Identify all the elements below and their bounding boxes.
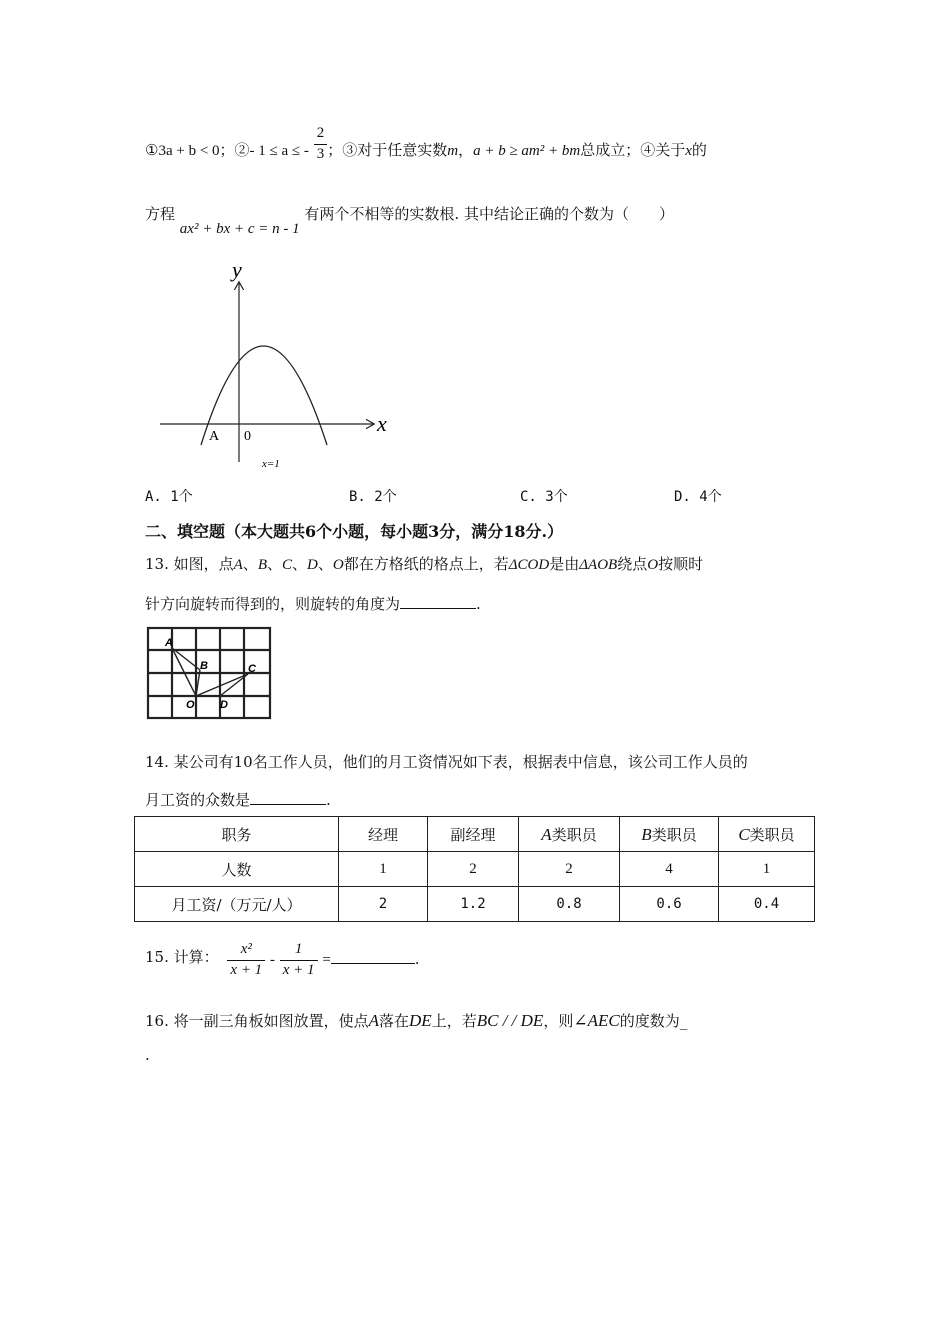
table-cell: 2 xyxy=(519,852,620,887)
q13-line1 xyxy=(145,553,703,574)
choice-b: B. 2个 xyxy=(349,489,397,505)
header-letter: A xyxy=(541,824,552,844)
text: 16. 将一副三角板如图放置，使点 xyxy=(145,1012,369,1030)
choice-d: D. 4个 xyxy=(674,489,722,505)
table-row xyxy=(135,887,815,922)
text: 总成立；④关于 xyxy=(580,141,686,159)
text: 方程 xyxy=(145,205,176,223)
table-cell: 0.6 xyxy=(620,887,719,922)
equals: = xyxy=(322,952,331,968)
table-header xyxy=(719,817,815,852)
var: C xyxy=(282,557,293,573)
origin-label: 0 xyxy=(244,429,251,444)
equation: ax² + bx + c = n - 1 xyxy=(179,221,300,237)
text: ，则 xyxy=(543,1012,574,1030)
table-cell: 1.2 xyxy=(428,887,519,922)
table-header xyxy=(519,817,620,852)
triangle-cod: ΔCOD xyxy=(508,557,550,573)
text: 的 xyxy=(691,141,707,159)
minus: - xyxy=(269,952,275,968)
frac-den: 3 xyxy=(316,145,325,162)
frac-num: x² xyxy=(227,940,265,961)
expr-3: a + b ≥ am² + bm xyxy=(473,143,581,159)
table-cell: 2 xyxy=(339,887,428,922)
q16-line2: . xyxy=(145,1046,150,1064)
frac-den: x + 1 xyxy=(282,961,315,978)
text: . xyxy=(476,595,481,613)
text: 、 xyxy=(266,555,282,573)
triangle-aob: ΔAOB xyxy=(579,557,618,573)
var-x: x xyxy=(685,143,692,159)
var-m: m xyxy=(447,143,459,159)
table-cell: 0.8 xyxy=(519,887,620,922)
answer-blank xyxy=(250,790,326,805)
text: 有两个不相等的实数根. 其中结论正确的个数为（ ） xyxy=(304,205,674,223)
expr-1: 3a + b < 0 xyxy=(158,143,220,159)
x-label: x xyxy=(377,411,387,436)
text: ；③对于任意实数 xyxy=(327,141,448,159)
table-cell: 月工资/（万元/人） xyxy=(135,887,339,922)
text: 落在 xyxy=(379,1012,410,1030)
text: 上，若 xyxy=(431,1012,477,1030)
table-header-row xyxy=(135,817,815,852)
choice-c: C. 3个 xyxy=(520,489,568,505)
var: A xyxy=(233,557,243,573)
section-title: 二、填空题（本大题共6个小题，每小题3分，满分18分.） xyxy=(145,522,564,541)
parallel-expr: BC / / DE xyxy=(476,1011,544,1030)
point-a-label: A xyxy=(209,429,220,444)
table-header xyxy=(620,817,719,852)
expr-2: - 1 ≤ a ≤ - xyxy=(249,143,309,159)
text: ， xyxy=(458,141,474,159)
header-letter: C xyxy=(738,824,750,844)
var: B xyxy=(257,557,267,573)
text: ；② xyxy=(219,141,250,159)
text: 针方向旋转而得到的，则旋转的角度为 xyxy=(145,595,401,613)
wage-table xyxy=(134,816,815,922)
grid-label-o: O xyxy=(186,699,195,711)
table-cell: 2 xyxy=(428,852,519,887)
text: 是由 xyxy=(549,555,580,573)
var: A xyxy=(368,1011,380,1030)
answer-blank xyxy=(331,949,415,964)
angle-expr: ∠AEC xyxy=(573,1011,620,1030)
frac-num: 1 xyxy=(280,940,318,961)
table-cell: 1 xyxy=(719,852,815,887)
choice-a: A. 1个 xyxy=(145,489,193,505)
q16-line1 xyxy=(145,1010,687,1031)
grid-label-b: B xyxy=(200,660,208,672)
table-header: 经理 xyxy=(339,817,428,852)
text: 按顺时 xyxy=(658,555,704,573)
text: 、 xyxy=(317,555,333,573)
fraction-2 xyxy=(280,940,318,980)
q15-line xyxy=(145,940,420,980)
grid-label-c: C xyxy=(248,663,256,675)
answer-blank xyxy=(400,594,476,609)
circled-1: ① xyxy=(145,141,159,159)
q12-line1 xyxy=(145,125,707,164)
table-cell: 4 xyxy=(620,852,719,887)
header-suffix: 类职员 xyxy=(749,825,795,844)
header-suffix: 类职员 xyxy=(651,825,697,844)
grid-figure xyxy=(145,624,275,722)
text: 15. 计算： xyxy=(145,948,219,966)
axis-note: x=1 xyxy=(262,458,280,470)
var: O xyxy=(647,557,659,573)
table-cell: 1 xyxy=(339,852,428,887)
q14-line2 xyxy=(145,789,331,810)
table-row xyxy=(135,852,815,887)
fraction-two-thirds xyxy=(314,124,328,164)
text: 的度数为_ xyxy=(619,1012,688,1030)
frac-den: x + 1 xyxy=(230,961,263,978)
text: 绕点 xyxy=(617,555,648,573)
var: D xyxy=(307,557,318,573)
text: . xyxy=(326,791,331,809)
parabola-curve xyxy=(201,346,327,445)
header-suffix: 类职员 xyxy=(551,825,597,844)
text: 月工资的众数是 xyxy=(145,791,251,809)
frac-num: 2 xyxy=(314,124,328,145)
table-header: 副经理 xyxy=(428,817,519,852)
q13-line2 xyxy=(145,593,481,614)
parabola-graph xyxy=(155,255,400,475)
table-cell: 人数 xyxy=(135,852,339,887)
grid-label-d: D xyxy=(220,699,228,711)
text: . xyxy=(414,950,420,968)
table-cell: 0.4 xyxy=(719,887,815,922)
table-header: 职务 xyxy=(135,817,339,852)
var: DE xyxy=(409,1011,432,1030)
text: 、 xyxy=(292,555,308,573)
q14-line1: 14. 某公司有10名工作人员，他们的月工资情况如下表，根据表中信息，该公司工作人员的 xyxy=(145,753,748,771)
text: 、 xyxy=(242,555,258,573)
fraction-1 xyxy=(227,940,265,980)
header-letter: B xyxy=(641,824,652,844)
q12-line2 xyxy=(145,203,674,237)
text: 13. 如图，点 xyxy=(145,555,234,573)
text: 都在方格纸的格点上，若 xyxy=(343,555,509,573)
var: O xyxy=(332,557,344,573)
grid-label-a: A xyxy=(165,637,173,649)
y-label: y xyxy=(232,257,242,282)
